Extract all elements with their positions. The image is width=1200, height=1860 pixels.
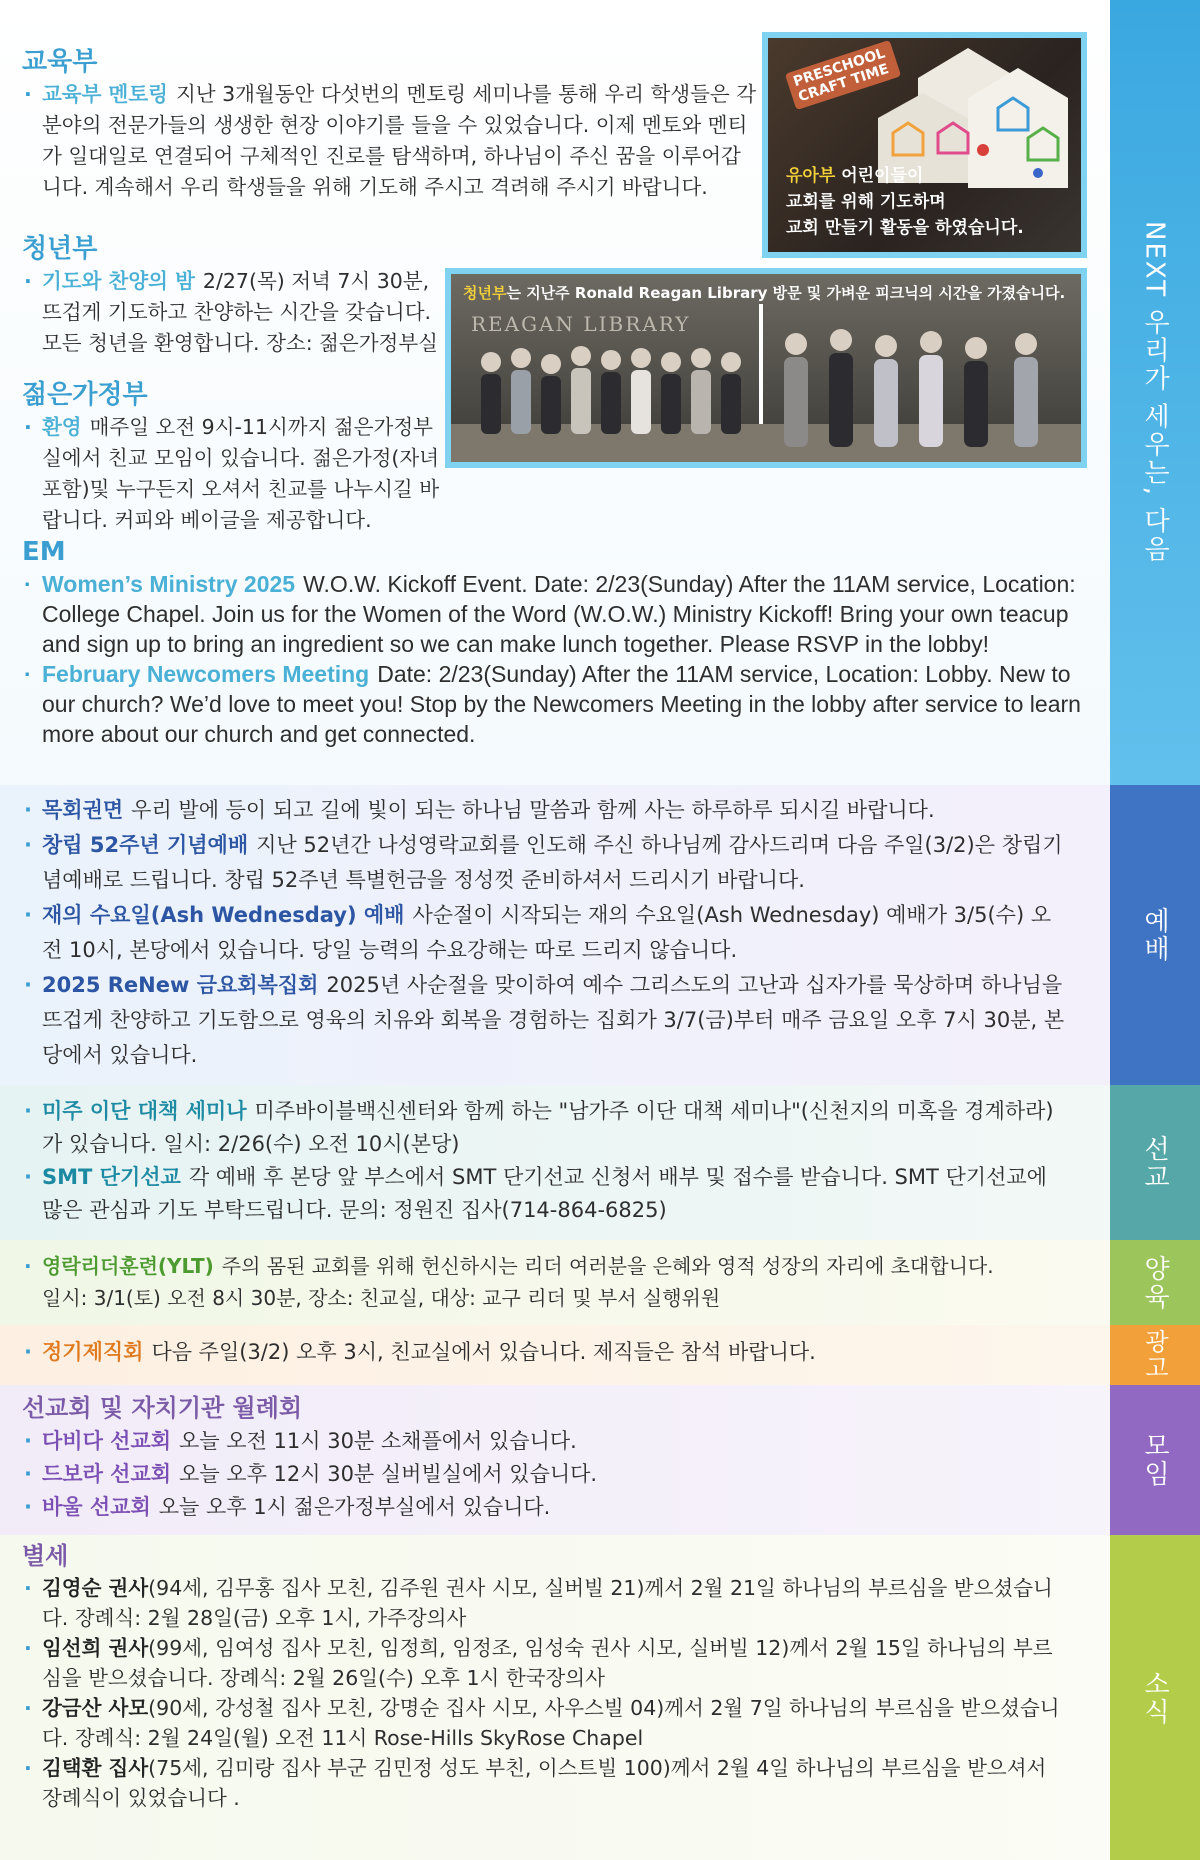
notice-section bbox=[0, 1325, 1110, 1385]
item-text: 오늘 오후 1시 젊은가정부실에서 있습니다. bbox=[158, 1495, 551, 1519]
preschool-sign: PRESCHOOL CRAFT TIME bbox=[785, 40, 901, 110]
item-heading: 강금산 사모 bbox=[42, 1696, 149, 1720]
list-item bbox=[22, 1693, 1070, 1753]
caption-line: 어린이들이 bbox=[835, 166, 924, 186]
youth-title: 청년부 bbox=[22, 234, 98, 264]
list-item bbox=[22, 1425, 1070, 1458]
item-text: 각 예배 후 본당 앞 부스에서 SMT 단기선교 신청서 배부 및 접수를 받습니다. SMT 단기선교에 많은 관심과 기도 부탁드립니다. 문의: 정원진 집사(714-864-6825) bbox=[42, 1165, 1047, 1222]
item-heading: 임선희 권사 bbox=[42, 1636, 149, 1660]
nurture-section bbox=[0, 1240, 1110, 1325]
tab-mission bbox=[1110, 1085, 1200, 1240]
item-text: 2/27(목) 저녁 7시 30분, 뜨겁게 기도하고 찬양하는 시간을 갖습니다. 모든 청년을 환영합니다. 장소: 젊은가정부실 bbox=[42, 269, 438, 355]
tab-meeting bbox=[1110, 1385, 1200, 1535]
item-text: 오늘 오후 12시 30분 실버빌실에서 있습니다. bbox=[179, 1462, 598, 1486]
list-item bbox=[22, 1337, 1070, 1367]
tab-news bbox=[1110, 1535, 1200, 1860]
item-text: Date: 2/23(Sunday) After the 11AM service, Location: Lobby. New to our church? We’d love to meet you! Stop by the Newcomers Meeting in the lobby after service to learn more about our church and get connected. bbox=[42, 661, 1081, 747]
tab-nurture-label: 양육 bbox=[1139, 1254, 1170, 1311]
caption-highlight: 유아부 bbox=[786, 166, 836, 186]
young-family-block bbox=[22, 378, 1092, 536]
tab-mission-label: 선교 bbox=[1139, 1134, 1170, 1191]
em-title: EM bbox=[22, 537, 66, 567]
item-text: 지난 52년간 나성영락교회를 인도해 주신 하나님께 감사드리며 다음 주일(3/2)은 창립기념예배로 드립니다. 창립 52주년 특별헌금을 정성껏 준비하셔서 드리시기 바랍니다. bbox=[42, 833, 1063, 892]
list-item bbox=[22, 1633, 1070, 1693]
list-item bbox=[22, 968, 1070, 1073]
tab-meeting-label: 모임 bbox=[1139, 1432, 1170, 1488]
caption-line: 교회 만들기 활동을 하였습니다. bbox=[786, 218, 1024, 238]
item-text: 2025년 사순절을 맞이하여 예수 그리스도의 고난과 십자가를 묵상하며 하나님을 뜨겁게 찬양하고 기도함으로 영육의 치유와 회복을 경험하는 집회가 3/7(금)부터 매주 금요일 오후 7시 30분, 본당에서 있습니다. bbox=[42, 973, 1065, 1067]
item-heading: Women’s Ministry 2025 bbox=[42, 571, 296, 597]
news-title: 별세 bbox=[22, 1542, 69, 1570]
item-text: 매주일 오전 9시-11시까지 젊은가정부실에서 친교 모임이 있습니다. 젊은가정(자녀 포함)및 누구든지 오셔서 친교를 나누시길 바랍니다. 커피와 베이글을 제공합니다. bbox=[42, 415, 440, 532]
preschool-caption bbox=[786, 163, 1024, 241]
item-text: 다음 주일(3/2) 오후 3시, 친교실에서 있습니다. 제직들은 참석 바랍니다. bbox=[151, 1340, 816, 1364]
list-item bbox=[22, 79, 757, 203]
item-text: 사순절이 시작되는 재의 수요일(Ash Wednesday) 예배가 3/5(수) 오전 10시, 본당에서 있습니다. 당일 능력의 수요강해는 따로 드리지 않습니다. bbox=[42, 903, 1052, 962]
tab-news-label: 소식 bbox=[1139, 1669, 1170, 1726]
list-item bbox=[22, 1095, 1070, 1161]
list-item bbox=[22, 1250, 1070, 1314]
item-heading: 바울 선교회 bbox=[42, 1495, 151, 1519]
item-heading: 김택환 집사 bbox=[42, 1756, 149, 1780]
list-item bbox=[22, 266, 442, 359]
list-item bbox=[22, 1161, 1070, 1227]
item-text: (94세, 김무홍 집사 모친, 김주원 권사 시모, 실버빌 21)께서 2월 21일 하나님의 부르심을 받으셨습니다. 장례식: 2월 28일(금) 오후 1시, 가주장의사 bbox=[42, 1576, 1053, 1630]
item-heading: 드보라 선교회 bbox=[42, 1462, 172, 1486]
tab-notice-label: 광고 bbox=[1140, 1329, 1169, 1381]
tab-next bbox=[1110, 0, 1200, 785]
list-item bbox=[22, 793, 1070, 828]
caption-text: 는 지난주 Ronald Reagan Library 방문 및 가벼운 피크닉의 시간을 가졌습니다. bbox=[506, 284, 1066, 302]
item-text: 주의 몸된 교회를 위해 헌신하시는 리더 여러분을 은혜와 영적 성장의 자리에 초대합니다. bbox=[221, 1254, 994, 1278]
mission-section bbox=[0, 1085, 1110, 1240]
item-heading: SMT 단기선교 bbox=[42, 1165, 181, 1189]
meeting-title: 선교회 및 자치기관 월례회 bbox=[22, 1394, 303, 1422]
library-sign: REAGAN LIBRARY bbox=[471, 312, 691, 336]
item-heading: 기도와 찬양의 밤 bbox=[42, 269, 195, 293]
caption-highlight: 청년부 bbox=[463, 284, 507, 302]
list-item bbox=[22, 898, 1070, 968]
item-heading: 교육부 멘토링 bbox=[42, 82, 168, 106]
item-text: 오늘 오전 11시 30분 소채플에서 있습니다. bbox=[179, 1429, 577, 1453]
list-item bbox=[22, 1491, 1070, 1524]
list-item bbox=[22, 659, 1092, 749]
item-heading: 미주 이단 대책 세미나 bbox=[42, 1099, 247, 1123]
meeting-section bbox=[0, 1385, 1110, 1535]
tab-worship-label: 예배 bbox=[1139, 907, 1170, 963]
list-item bbox=[22, 1458, 1070, 1491]
list-item bbox=[22, 1753, 1070, 1813]
item-text: (99세, 임여성 집사 모친, 임정희, 임정조, 임성숙 권사 시모, 실버빌 12)께서 2월 15일 하나님의 부르심을 받으셨습니다. 장례식: 2월 26일(수) 오후 1시 한국장의사 bbox=[42, 1636, 1053, 1690]
item-heading: 목회권면 bbox=[42, 798, 124, 822]
item-heading: February Newcomers Meeting bbox=[42, 661, 370, 687]
tab-nurture bbox=[1110, 1240, 1200, 1325]
item-text: (75세, 김미랑 집사 부군 김민정 성도 부친, 이스트빌 100)께서 2월 4일 하나님의 부르심을 받으셔서 장례식이 있었습니다 . bbox=[42, 1756, 1047, 1810]
education-block bbox=[22, 45, 757, 203]
item-heading: 정기제직회 bbox=[42, 1340, 144, 1364]
list-item bbox=[22, 412, 1092, 536]
preschool-photo bbox=[762, 32, 1087, 258]
tab-next-label: NEXT 우리가 세우는, 다음 bbox=[1139, 221, 1170, 564]
item-heading: 환영 bbox=[42, 415, 82, 439]
tab-notice bbox=[1110, 1325, 1200, 1385]
youth-block bbox=[22, 232, 442, 359]
item-heading: 다비다 선교회 bbox=[42, 1429, 172, 1453]
caption-line: 교회를 위해 기도하며 bbox=[786, 192, 946, 212]
item-text: 미주바이블백신센터와 함께 하는 "남가주 이단 대책 세미나"(신천지의 미혹을 경계하라)가 있습니다. 일시: 2/26(수) 오전 10시(본당) bbox=[42, 1099, 1054, 1156]
item-text: 우리 발에 등이 되고 길에 빛이 되는 하나님 말씀과 함께 사는 하루하루 되시길 바랍니다. bbox=[131, 798, 935, 822]
list-item bbox=[22, 569, 1092, 659]
em-block bbox=[22, 535, 1092, 749]
item-text-detail: 일시: 3/1(토) 오전 8시 30분, 장소: 친교실, 대상: 교구 리더 및 부서 실행위원 bbox=[42, 1286, 721, 1310]
item-heading: 창립 52주년 기념예배 bbox=[42, 833, 249, 857]
young-family-title: 젊은가정부 bbox=[22, 380, 148, 410]
item-heading: 재의 수요일(Ash Wednesday) 예배 bbox=[42, 903, 405, 927]
item-heading: 김영순 권사 bbox=[42, 1576, 149, 1600]
worship-section bbox=[0, 785, 1110, 1085]
news-section bbox=[0, 1535, 1110, 1860]
item-text: (90세, 강성철 집사 모친, 강명순 집사 시모, 사우스빌 04)께서 2월 7일 하나님의 부르심을 받으셨습니다. 장례식: 2월 24일(월) 오전 11시 Rose-Hills SkyRose Chapel bbox=[42, 1696, 1060, 1750]
item-heading: 영락리더훈련(YLT) bbox=[42, 1254, 214, 1278]
tab-worship bbox=[1110, 785, 1200, 1085]
item-heading: 2025 ReNew 금요회복집회 bbox=[42, 973, 319, 997]
item-text: W.O.W. Kickoff Event. Date: 2/23(Sunday) After the 11AM service, Location: College Chapel. Join us for the Women of the Word (W.O.W.) Ministry Kickoff! Bring your own teacup and sign up to bring an ingredient so we can make lunch together. Please RSVP in the lobby! bbox=[42, 571, 1076, 657]
education-title: 교육부 bbox=[22, 47, 98, 77]
item-text: 지난 3개월동안 다섯번의 멘토링 세미나를 통해 우리 학생들은 각 분야의 전문가들의 생생한 현장 이야기를 들을 수 있었습니다. 이제 멘토와 멘티가 일대일로 연결되어 구체적인 진로를 탐색하며, 하나님이 주신 꿈을 이루어갑니다. 계속해서 우리 학생들을 위해 기도해 주시고 격려해 주시기 바랍니다. bbox=[42, 82, 757, 199]
next-section bbox=[0, 0, 1110, 785]
list-item bbox=[22, 828, 1070, 898]
list-item bbox=[22, 1573, 1070, 1633]
